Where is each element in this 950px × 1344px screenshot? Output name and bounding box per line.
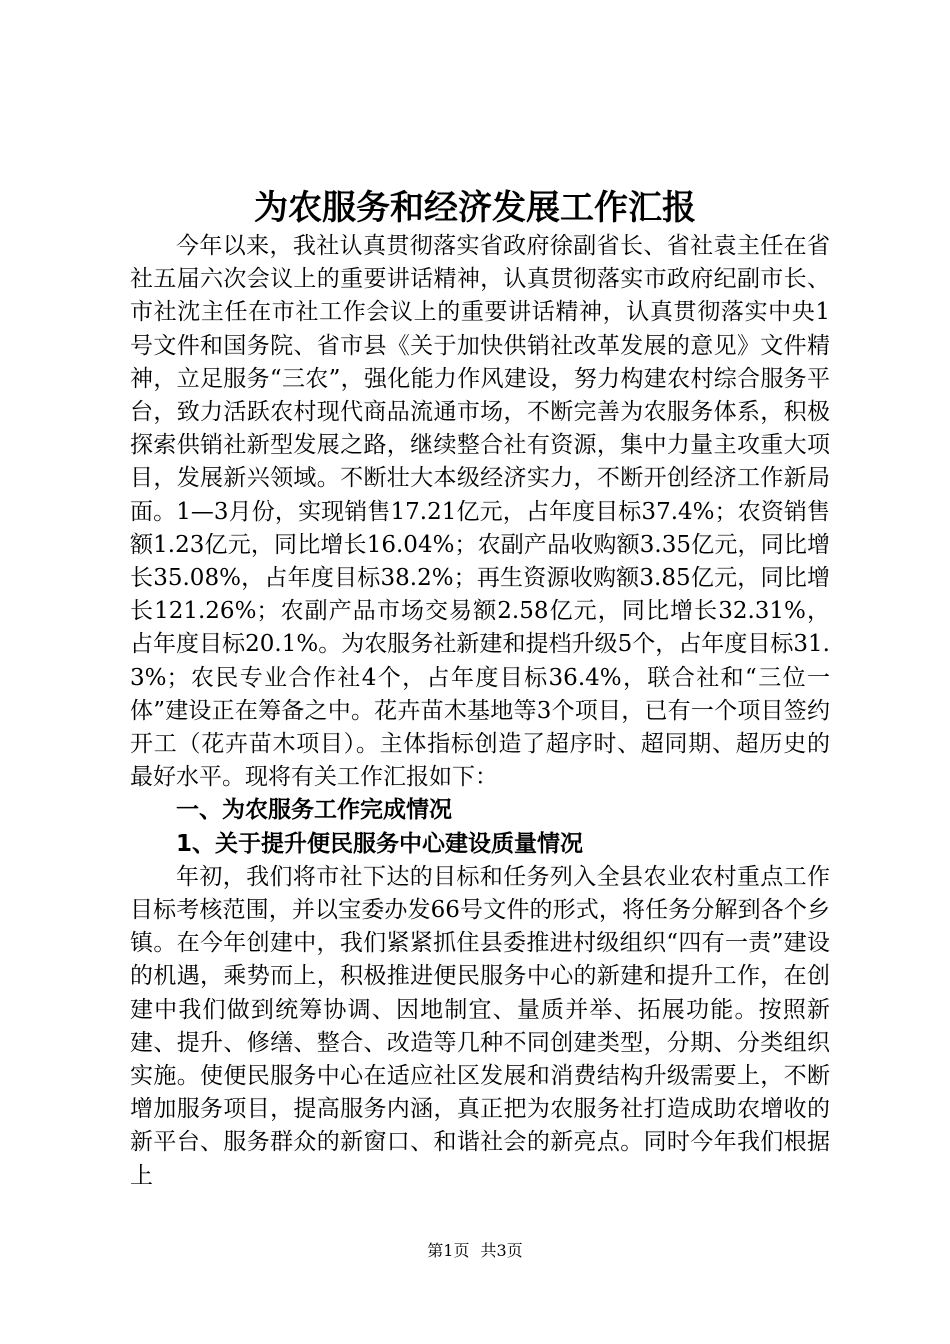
subsection-heading: 1、关于提升便民服务中心建设质量情况	[176, 830, 584, 857]
page-footer	[0, 1240, 950, 1262]
page-total: 共3页	[480, 1241, 523, 1260]
document-title: 为农服务和经济发展工作汇报	[254, 188, 696, 228]
subsection-paragraph: 年初，我们将市社下达的目标和任务列入全县农业农村重点工作目标考核范围，并以宝委办发66号文件的形式，将任务分解到各个乡镇。在今年创建中，我们紧紧抓住县委推进村级组织“四有一责”建设的机遇，乘势而上，积极推进便民服务中心的新建和提升工作，在创建中我们做到统筹协调、因地制宜、量质并举、拓展功能。按照新建、提升、修缮、整合、改造等几种不同创建类型，分期、分类组织实施。使便民服务中心在适应社区发展和消费结构升级需要上，不断增加服务项目，提高服务内涵，真正把为农服务社打造成助农增收的新平台、服务群众的新窗口、和谐社会的新亮点。同时今年我们根据上	[130, 863, 830, 1189]
intro-paragraph: 今年以来，我社认真贯彻落实省政府徐副省长、省社袁主任在省社五届六次会议上的重要讲话精神，认真贯彻落实市政府纪副市长、市社沈主任在市社工作会议上的重要讲话精神，认真贯彻落实中央1号文件和国务院、省市县《关于加快供销社改革发展的意见》文件精神，立足服务“三农”，强化能力作风建设，努力构建农村综合服务平台，致力活跃农村现代商品流通市场，不断完善为农服务体系，积极探索供销社新型发展之路，继续整合社有资源，集中力量主攻重大项目，发展新兴领域。不断壮大本级经济实力，不断开创经济工作新局面。1—3月份，实现销售17.21亿元，占年度目标37.4%；农资销售额1.23亿元，同比增长16.04%；农副产品收购额3.35亿元，同比增长35.08%，占年度目标38.2%；再生资源收购额3.85亿元，同比增长121.26%；农副产品市场交易额2.58亿元，同比增长32.31%，占年度目标20.1%。为农服务社新建和提档升级5个，占年度目标31.3%；农民专业合作社4个，占年度目标36.4%，联合社和“三位一体”建设正在筹备之中。花卉苗木基地等3个项目，已有一个项目签约开工（花卉苗木项目）。主体指标创造了超序时、超同期、超历史的最好水平。现将有关工作汇报如下：	[130, 233, 830, 791]
document-body	[130, 230, 830, 1193]
page-number: 第1页	[427, 1241, 470, 1260]
section-heading: 一、为农服务工作完成情况	[176, 797, 452, 824]
